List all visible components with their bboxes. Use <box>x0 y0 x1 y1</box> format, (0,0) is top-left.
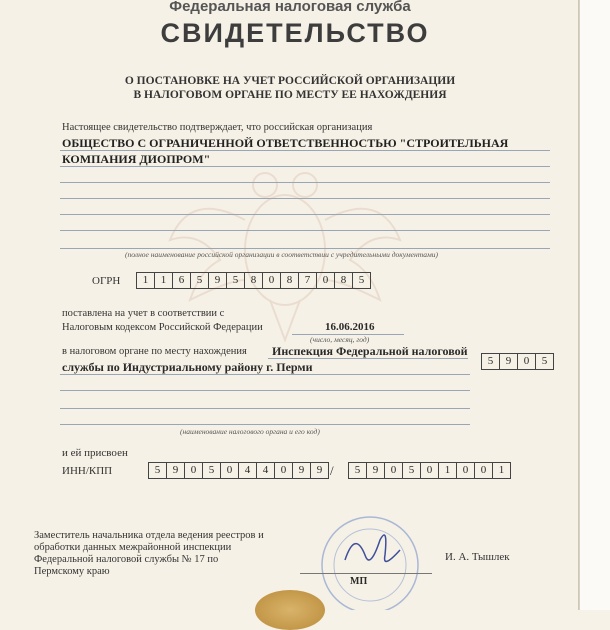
signatory-position-line-2: обработки данных межрайонной инспекции <box>34 542 232 553</box>
authority-name-line-2: службы по Индустриальному району г. Перми <box>62 360 313 374</box>
ogrn-digit: 7 <box>299 273 317 288</box>
document-title: СВИДЕТЕЛЬСТВО <box>160 18 430 48</box>
registration-date-caption: (число, месяц, год) <box>310 335 370 344</box>
service-name: Федеральная налоговая служба <box>169 0 411 15</box>
inn-digit: 5 <box>149 463 167 478</box>
intro-text: Настоящее свидетельство подтверждает, что российская организация <box>62 122 373 133</box>
registration-line-2: Налоговым кодексом Российской Федерации <box>62 322 263 333</box>
subtitle-line-1: О ПОСТАНОВКЕ НА УЧЕТ РОССИЙСКОЙ ОРГАНИЗАЦИИ <box>124 75 456 87</box>
authority-code-cells <box>481 353 554 370</box>
gold-seal-icon <box>255 590 325 630</box>
authority-name-line-1: Инспекция Федеральной налоговой <box>272 344 468 358</box>
authority-underline-1 <box>268 358 468 359</box>
kpp-digit: 0 <box>475 463 493 478</box>
ogrn-digit: 9 <box>209 273 227 288</box>
authority-caption: (наименование налогового органа и его код) <box>180 427 320 436</box>
ogrn-digit: 1 <box>137 273 155 288</box>
kpp-digit: 5 <box>349 463 367 478</box>
org-name-underline-2 <box>60 166 550 167</box>
org-name-underline-4 <box>60 198 550 199</box>
ogrn-digit: 0 <box>317 273 335 288</box>
authority-underline-2 <box>60 374 470 375</box>
org-name-line-1: ОБЩЕСТВО С ОГРАНИЧЕННОЙ ОТВЕТСТВЕННОСТЬЮ "СТРОИТЕЛЬНАЯ <box>62 136 509 150</box>
official-stamp-icon <box>310 510 430 610</box>
authority-code-digit: 5 <box>541 355 548 367</box>
subtitle-line-2: В НАЛОГОВОМ ОРГАНЕ ПО МЕСТУ ЕЕ НАХОЖДЕНИЯ <box>133 89 447 101</box>
org-name-underline-7 <box>60 248 550 249</box>
scan-margin <box>579 0 610 610</box>
ogrn-cells <box>136 272 371 289</box>
kpp-digit: 1 <box>439 463 457 478</box>
inn-digit: 9 <box>167 463 185 478</box>
inn-digit: 5 <box>203 463 221 478</box>
inn-kpp-separator: / <box>330 463 334 478</box>
authority-label: в налоговом органе по месту нахождения <box>62 346 247 357</box>
ogrn-digit: 5 <box>358 274 365 286</box>
kpp-digit: 0 <box>385 463 403 478</box>
inn-digit: 4 <box>239 463 257 478</box>
ogrn-digit: 0 <box>263 273 281 288</box>
kpp-digit: 5 <box>403 463 421 478</box>
stamp-label: МП <box>350 576 368 587</box>
inn-kpp-label: ИНН/КПП <box>62 465 113 477</box>
signatory-position-line-3: Федеральной налоговой службы № 17 по <box>34 554 219 565</box>
ogrn-digit: 1 <box>155 273 173 288</box>
assignment-label: и ей присвоен <box>62 447 128 459</box>
inn-digit: 0 <box>275 463 293 478</box>
kpp-digit: 1 <box>498 464 505 476</box>
authority-underline-3 <box>60 390 470 391</box>
signatory-position-line-4: Пермскому краю <box>34 566 110 577</box>
authority-code-digit: 0 <box>518 354 536 369</box>
ogrn-digit: 8 <box>335 273 353 288</box>
signatory-position <box>34 530 264 578</box>
authority-code-digit: 5 <box>482 354 500 369</box>
org-name-line-2: КОМПАНИЯ ДИОПРОМ" <box>62 152 211 166</box>
inn-digit: 9 <box>293 463 311 478</box>
kpp-digit: 9 <box>367 463 385 478</box>
ogrn-digit: 8 <box>281 273 299 288</box>
authority-code-digit: 9 <box>500 354 518 369</box>
org-name-underline-6 <box>60 230 550 231</box>
kpp-digit: 0 <box>457 463 475 478</box>
authority-underline-4 <box>60 408 470 409</box>
inn-digit: 9 <box>316 464 323 476</box>
org-name-underline-1 <box>60 150 550 151</box>
document-subtitle <box>0 74 580 102</box>
signatory-name: И. А. Тышлек <box>445 551 510 563</box>
kpp-digit: 0 <box>421 463 439 478</box>
org-name-underline-3 <box>60 182 550 183</box>
registration-line-1: поставлена на учет в соответствии с <box>62 308 225 319</box>
inn-digit: 4 <box>257 463 275 478</box>
ogrn-digit: 5 <box>227 273 245 288</box>
registration-date: 16.06.2016 <box>325 321 375 333</box>
kpp-cells <box>348 462 511 479</box>
ogrn-digit: 6 <box>173 273 191 288</box>
ogrn-digit: 8 <box>245 273 263 288</box>
inn-digit: 0 <box>221 463 239 478</box>
signatory-position-line-1: Заместитель начальника отдела ведения реестров и <box>34 530 264 541</box>
inn-digit: 0 <box>185 463 203 478</box>
authority-underline-5 <box>60 424 470 425</box>
inn-cells <box>148 462 329 479</box>
signature-line <box>300 573 432 574</box>
org-name-underline-5 <box>60 214 550 215</box>
org-name-caption: (полное наименование российской организации в соответствии с учредительными документами) <box>125 250 439 259</box>
ogrn-label: ОГРН <box>92 275 121 287</box>
ogrn-digit: 5 <box>191 273 209 288</box>
